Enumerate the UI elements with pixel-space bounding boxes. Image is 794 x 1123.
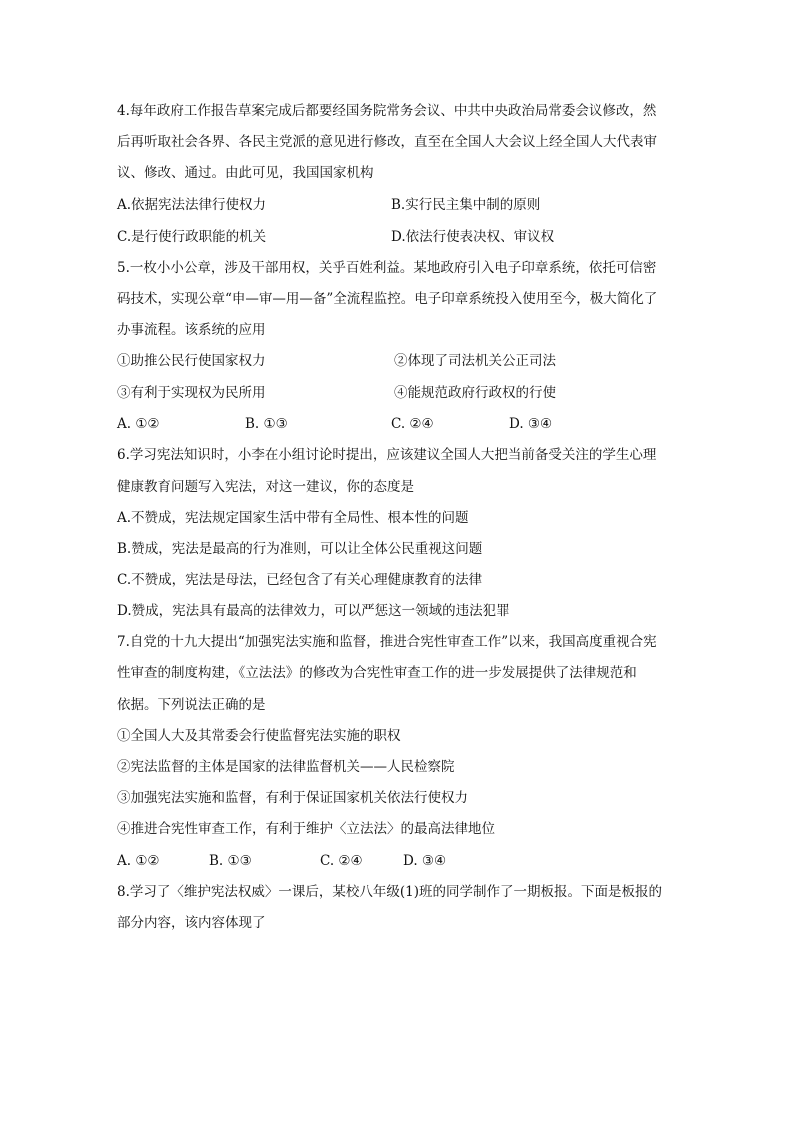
q8-stem-line-2: 部分内容，该内容体现了 — [117, 915, 266, 931]
q6-option-b: B.赞成，宪法是最高的行为准则，可以让全体公民重视这问题 — [117, 541, 483, 557]
q7-stem-line-1: 7.自党的十九大提出“加强宪法实施和监督，推进合宪性审查工作”以来，我国高度重视合宪 — [117, 634, 657, 650]
q6-option-a: A.不赞成，宪法规定国家生活中带有全局性、根本性的问题 — [117, 510, 469, 526]
q7-stem-line-2: 性审查的制度构建，《立法法》的修改为合宪性审查工作的进一步发展提供了法律规范和 — [117, 665, 637, 681]
q4-option-d: D.依法行使表决权、审议权 — [391, 229, 555, 245]
q5-stem-line-3: 办事流程。该系统的应用 — [117, 322, 266, 338]
q4-option-c: C.是行使行政职能的机关 — [117, 229, 267, 245]
q6-stem-line-1: 6.学习宪法知识时，小李在小组讨论时提出，应该建议全国人大把当前备受关注的学生心理 — [117, 447, 657, 463]
q4-stem-line-2: 后再听取社会各界、各民主党派的意见进行修改，直至在全国人大会议上经全国人大代表审 — [117, 134, 657, 150]
q6-stem-line-2: 健康教育问题写入宪法，对这一建议，你的态度是 — [117, 479, 414, 495]
q4-stem-line-3: 议、修改、通过。由此可见，我国国家机构 — [117, 165, 374, 181]
q5-stem-line-1: 5.一枚小小公章，涉及干部用权，关乎百姓利益。某地政府引入电子印章系统，依托可信密 — [117, 260, 657, 276]
q7-statement-3: ③加强宪法实施和监督，有利于保证国家机关依法行使权力 — [117, 790, 468, 806]
q5-choice-a: A. ①② — [117, 416, 160, 432]
q4-option-a: A.依据宪法法律行使权力 — [117, 197, 267, 213]
q4-stem-line-1: 4.每年政府工作报告草案完成后都要经国务院常务会议、中共中央政治局常委会议修改，然 — [117, 103, 657, 119]
q7-stem-line-3: 依据。下列说法正确的是 — [117, 697, 266, 713]
q5-statement-1: ①助推公民行使国家权力 — [117, 353, 266, 369]
q8-stem-line-1: 8.学习了〈维护宪法权威〉一课后，某校八年级(1)班的同学制作了一期板报。下面是板报的 — [117, 884, 663, 900]
q7-choice-d: D. ③④ — [403, 853, 447, 869]
q7-choice-c: C. ②④ — [320, 853, 363, 869]
q5-choice-c: C. ②④ — [391, 416, 434, 432]
q5-choice-b: B. ①③ — [245, 416, 288, 432]
q5-stem-line-2: 码技术，实现公章“申—审—用—备”全流程监控。电子印章系统投入使用至今，极大简化了 — [117, 291, 658, 307]
q5-statement-2: ②体现了司法机关公正司法 — [394, 353, 556, 369]
q5-choice-d: D. ③④ — [509, 416, 553, 432]
q7-choice-a: A. ①② — [117, 853, 160, 869]
q6-option-d: D.赞成，宪法具有最高的法律效力，可以严惩这一领域的违法犯罪 — [117, 603, 510, 619]
q6-option-c: C.不赞成，宪法是母法，已经包含了有关心理健康教育的法律 — [117, 572, 483, 588]
q7-statement-2: ②宪法监督的主体是国家的法律监督机关——人民检察院 — [117, 759, 455, 775]
q5-statement-3: ③有利于实现权为民所用 — [117, 385, 266, 401]
q5-statement-4: ④能规范政府行政权的行使 — [394, 385, 556, 401]
q7-choice-b: B. ①③ — [209, 853, 252, 869]
q4-option-b: B.实行民主集中制的原则 — [391, 197, 541, 213]
q7-statement-1: ①全国人大及其常委会行使监督宪法实施的职权 — [117, 728, 401, 744]
q7-statement-4: ④推进合宪性审查工作，有利于维护〈立法法〉的最高法律地位 — [117, 821, 495, 837]
